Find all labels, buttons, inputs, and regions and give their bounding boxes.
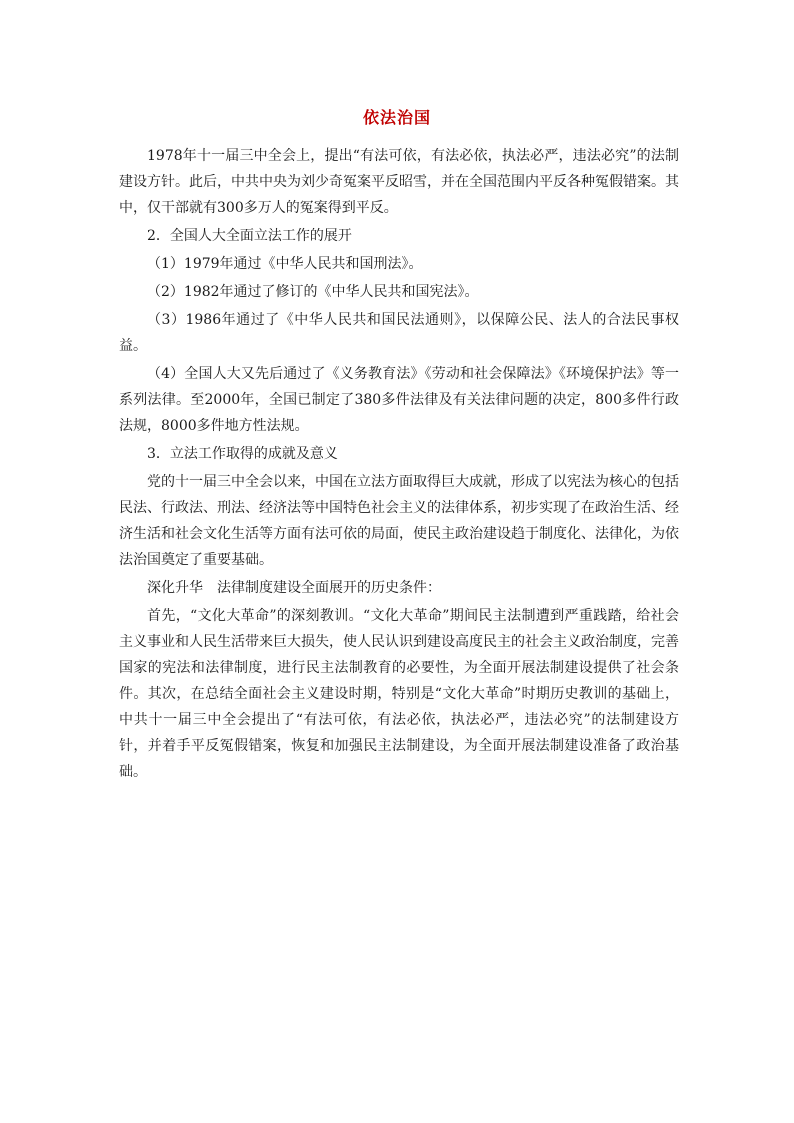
list-item-other-laws: （4）全国人大又先后通过了《义务教育法》《劳动和社会保障法》《环境保护法》等一系列法律。至2000年，全国已制定了380多件法律及有关法律问题的决定，800多件行政法规，8000多件地方性法规。 bbox=[119, 366, 679, 434]
list-item-civil-law: （3）1986年通过了《中华人民共和国民法通则》，以保障公民、法人的合法民事权益。 bbox=[119, 312, 679, 354]
document-body bbox=[119, 143, 679, 785]
paragraph-conditions: 首先，“文化大革命”的深刻教训。“文化大革命”期间民主法制遭到严重践踏，给社会主义事业和人民生活带来巨大损失，使人民认识到建设高度民主的社会主义政治制度，完善国家的宪法和法律制度，进行民主法制教育的必要性，为全面开展法制建设提供了社会条件。其次，在总结全面社会主义建设时期，特别是“文化大革命”时期历史教训的基础上，中共十一届三中全会提出了“有法可依，有法必依，执法必严，违法必究”的法制建设方针，并着手平反冤假错案，恢复和加强民主法制建设，为全面开展法制建设准备了政治基础。 bbox=[119, 608, 679, 780]
heading-legislation: 2．全国人大全面立法工作的展开 bbox=[147, 228, 352, 244]
paragraph-intro: 1978年十一届三中全会上，提出“有法可依，有法必依，执法必严，违法必究”的法制建设方针。此后，中共中央为刘少奇冤案平反昭雪，并在全国范围内平反各种冤假错案。其中，仅干部就有300多万人的冤案得到平反。 bbox=[119, 148, 679, 216]
document-title: 依法治国 bbox=[362, 108, 431, 127]
list-item-criminal-law: （1）1979年通过《中华人民共和国刑法》。 bbox=[147, 256, 423, 272]
paragraph-achievements: 党的十一届三中全会以来，中国在立法方面取得巨大成就，形成了以宪法为核心的包括民法、行政法、刑法、经济法等中国特色社会主义的法律体系，初步实现了在政治生活、经济生活和社会文化生活等方面有法可依的局面，使民主政治建设趋于制度化、法律化，为依法治国奠定了重要基础。 bbox=[119, 474, 679, 568]
heading-achievements: 3．立法工作取得的成就及意义 bbox=[147, 446, 338, 462]
list-item-constitution: （2）1982年通过了修订的《中华人民共和国宪法》。 bbox=[147, 284, 479, 300]
heading-deepening: 深化升华 法律制度建设全面展开的历史条件： bbox=[147, 580, 441, 596]
